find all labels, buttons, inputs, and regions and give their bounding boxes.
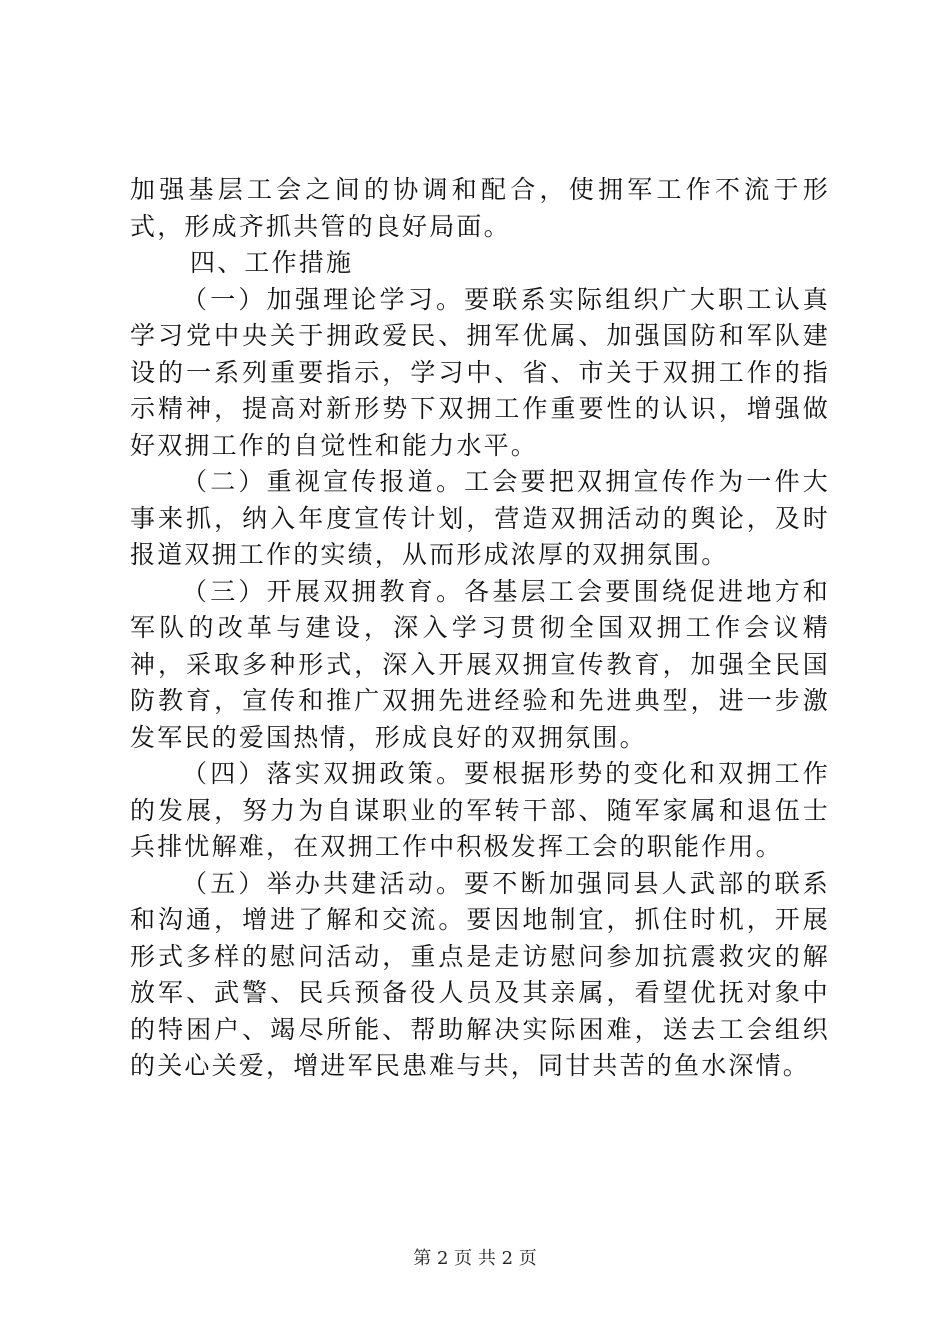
section-heading-measures: 四、工作措施: [190, 248, 354, 277]
paragraph-publicity: （二）重视宣传报道。工会要把双拥宣传作为一件大事来抓，纳入年度宣传计划，营造双拥活动的舆论，及时报道双拥工作的实绩，从而形成浓厚的双拥氛围。: [130, 467, 830, 569]
page-number-footer: 第 2 页 共 2 页: [413, 1248, 537, 1269]
document-body: [130, 172, 830, 1085]
paragraph-education: （三）开展双拥教育。各基层工会要围绕促进地方和军队的改革与建设，深入学习贯彻全国双拥工作会议精神，采取多种形式，深入开展双拥宣传教育，加强全民国防教育，宣传和推广双拥先进经验和先进典型，进一步激发军民的爱国热情，形成良好的双拥氛围。: [130, 576, 830, 752]
paragraph-joint-activities: （五）举办共建活动。要不断加强同县人武部的联系和沟通，增进了解和交流。要因地制宜，抓住时机，开展形式多样的慰问活动，重点是走访慰问参加抗震救灾的解放军、武警、民兵预备役人员及其亲属，看望优抚对象中的特困户、竭尽所能、帮助解决实际困难，送去工会组织的关心关爱，增进军民患难与共，同甘共苦的鱼水深情。: [130, 868, 830, 1080]
paragraph-continuation: 加强基层工会之间的协调和配合，使拥军工作不流于形式，形成齐抓共管的良好局面。: [130, 175, 830, 241]
paragraph-policy: （四）落实双拥政策。要根据形势的变化和双拥工作的发展，努力为自谋职业的军转干部、随军家属和退伍士兵排忧解难，在双拥工作中积极发挥工会的职能作用。: [130, 759, 830, 861]
paragraph-theory-study: （一）加强理论学习。要联系实际组织广大职工认真学习党中央关于拥政爱民、拥军优属、加强国防和军队建设的一系列重要指示，学习中、省、市关于双拥工作的指示精神，提高对新形势下双拥工作重要性的认识，增强做好双拥工作的自觉性和能力水平。: [130, 284, 830, 460]
